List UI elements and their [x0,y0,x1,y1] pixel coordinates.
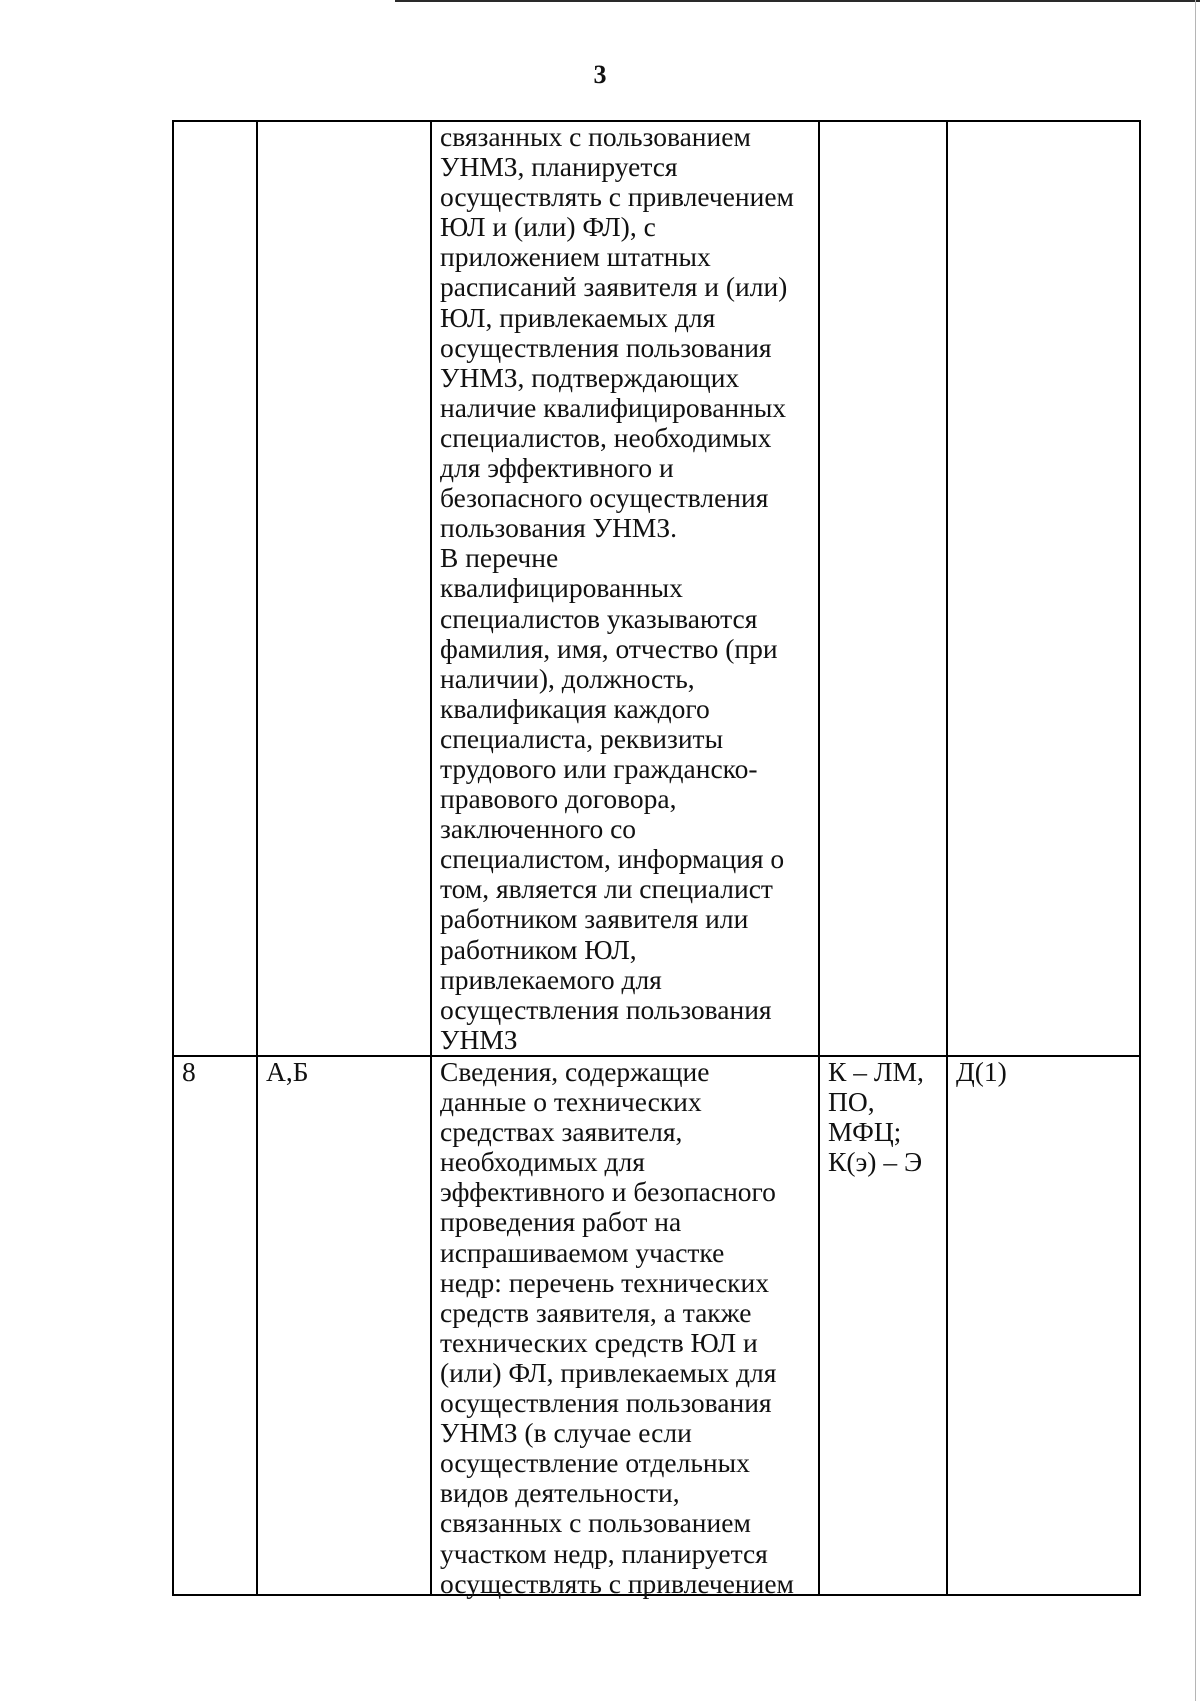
text-line: технических средств ЮЛ и [440,1326,758,1358]
text-line: том, является ли специалист [440,873,773,905]
text-line: ЮЛ, привлекаемых для [440,301,716,333]
text-line: осуществления пользования [440,993,772,1025]
text-line: фамилия, имя, отчество (при [440,632,778,664]
text-line: ЮЛ и (или) ФЛ), с [440,211,656,243]
text-line: трудового или гражданско- [440,752,758,784]
text-line: наличии), должность, [440,662,695,694]
row-2-col-4-cell [818,1055,948,1596]
text-line: А,Б [266,1056,309,1087]
text-line: пользования УНМЗ. [440,512,678,544]
text-line: осуществлять с привлечением [440,1567,794,1599]
text-line: К(э) – Э [828,1146,923,1178]
row-2-col-5-cell [946,1055,1141,1596]
text-line: участком недр, планируется [440,1537,768,1569]
text-line: специалистом, информация о [440,843,785,875]
text-line: безопасного осуществления [440,482,769,514]
text-line: проведения работ на [440,1206,682,1238]
text-line: расписаний заявителя и (или) [440,271,788,303]
row-2-description-cell [430,1055,820,1599]
page-number: 3 [593,60,607,89]
text-line: испрашиваемом участке [440,1236,725,1268]
text-line: специалиста, реквизиты [440,722,724,754]
text-line: средствах заявителя, [440,1116,683,1148]
text-line: связанных с пользованием [440,1507,751,1539]
text-line: необходимых для [440,1146,645,1178]
text-line: УНМЗ [440,1023,518,1055]
text-line: недр: перечень технических [440,1266,769,1298]
text-line: эффективного и безопасного [440,1176,776,1208]
row-2-col-2-cell [256,1055,432,1596]
text-line: (или) ФЛ, привлекаемых для [440,1356,777,1388]
text-line: наличие квалифицированных [440,391,787,423]
text-line: осуществление отдельных [440,1447,750,1479]
text-line: УНМЗ, подтверждающих [440,361,740,393]
text-line: привлекаемого для [440,963,662,995]
text-line: связанных с пользованием [440,121,751,152]
row-1-col-2-cell [256,120,432,1057]
text-line: квалификация каждого [440,692,710,724]
text-line: специалистов указываются [440,602,758,634]
text-line: осуществления пользования [440,1387,772,1419]
text-line: 8 [182,1056,196,1087]
text-line: квалифицированных [440,572,683,604]
row-1-col-5-cell [946,120,1141,1057]
text-line: УНМЗ, планируется [440,151,678,183]
text-line: Д(1) [956,1056,1007,1087]
text-line: В перечне [440,542,559,574]
text-line: Сведения, содержащие [440,1056,710,1087]
text-line: для эффективного и [440,452,674,484]
text-line: работником заявителя или [440,903,749,935]
text-line: осуществления пользования [440,331,772,363]
text-line: К – ЛМ, [828,1056,924,1087]
text-line: УНМЗ (в случае если [440,1417,692,1449]
text-line: правового договора, [440,783,677,815]
row-1-col-4-cell [818,120,948,1057]
text-line: ПО, [828,1086,875,1118]
text-line: МФЦ; [828,1116,902,1148]
row-1-description-cell [430,120,820,1057]
text-line: видов деятельности, [440,1477,680,1509]
text-line: данные о технических [440,1086,702,1118]
row-1-col-1-cell [172,120,258,1057]
text-line: приложением штатных [440,241,711,273]
row-2-number-cell [172,1055,258,1596]
text-line: средств заявителя, а также [440,1296,752,1328]
text-line: специалистов, необходимых [440,421,772,453]
text-line: заключенного со [440,813,637,845]
text-line: осуществлять с привлечением [440,181,794,213]
text-line: работником ЮЛ, [440,933,637,965]
